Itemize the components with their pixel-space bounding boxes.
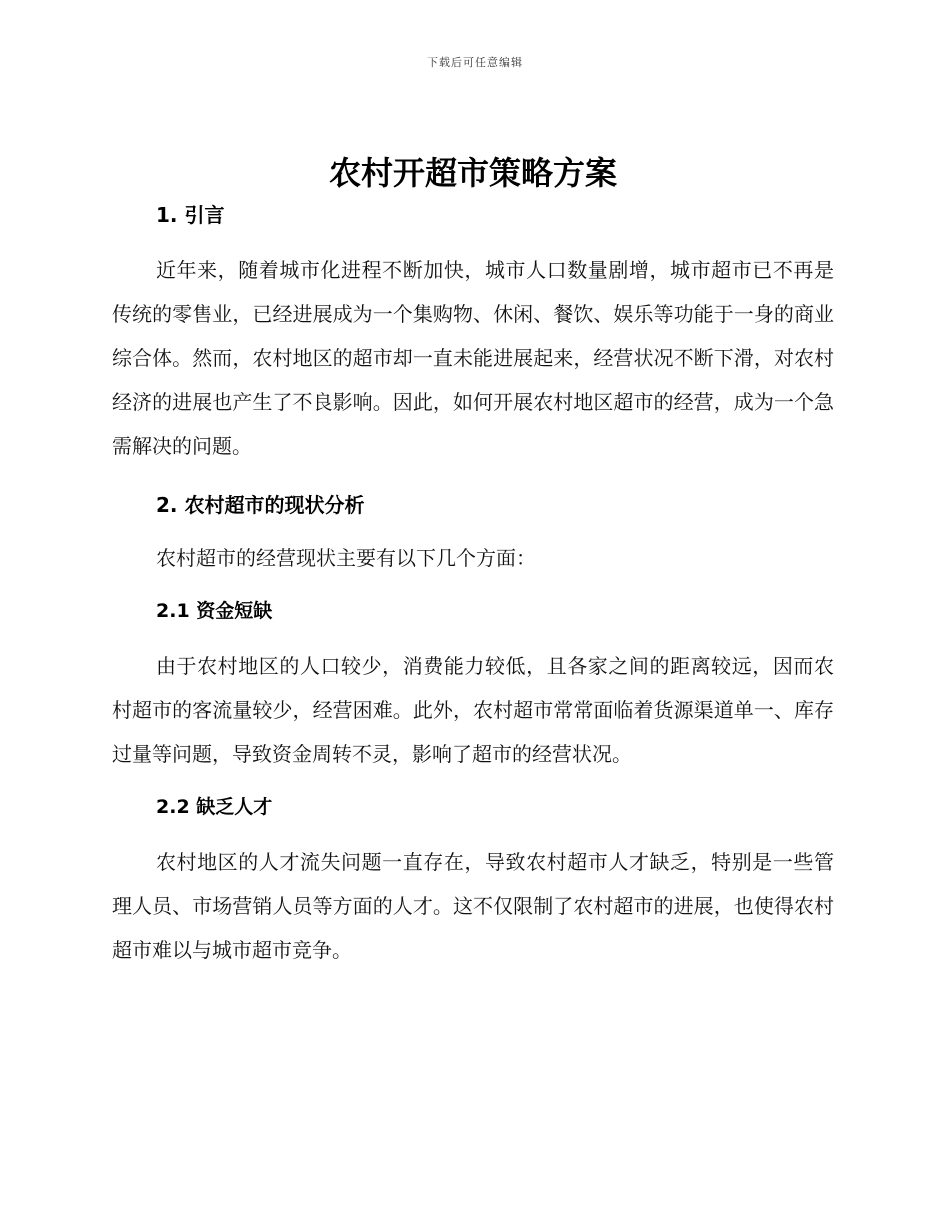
header-note: 下载后可任意编辑 xyxy=(427,56,523,69)
section-paragraph-intro: 近年来，随着城市化进程不断加快，城市人口数量剧增，城市超市已不再是传统的零售业，已经进展成为一个集购物、休闲、餐饮、娱乐等功能于一身的商业综合体。然而，农村地区的超市却一直未能进展起来，经营状况不断下滑，对农村经济的进展也产生了不良影响。因此，如何开展农村地区超市的经营，成为一个急需解决的问题。 xyxy=(112,258,834,458)
subsection-paragraph-funding: 由于农村地区的人口较少，消费能力较低，且各家之间的距离较远，因而农村超市的客流量较少，经营困难。此外，农村超市常常面临着货源渠道单一、库存过量等问题，导致资金周转不灵，影响了超市的经营状况。 xyxy=(112,654,834,766)
subsection-heading-funding: 2.1 资金短缺 xyxy=(156,600,273,622)
subsection-paragraph-talent: 农村地区的人才流失问题一直存在，导致农村超市人才缺乏，特别是一些管理人员、市场营销人员等方面的人才。这不仅限制了农村超市的进展，也使得农村超市难以与城市超市竞争。 xyxy=(112,850,834,962)
document-title: 农村开超市策略方案 xyxy=(328,154,617,192)
document-body xyxy=(112,150,834,972)
subsection-heading-talent: 2.2 缺乏人才 xyxy=(156,796,273,818)
section-heading-intro: 1. 引言 xyxy=(156,203,225,227)
section-heading-status: 2. 农村超市的现状分析 xyxy=(156,493,365,517)
section-paragraph-status: 农村超市的经营现状主要有以下几个方面： xyxy=(156,546,536,570)
